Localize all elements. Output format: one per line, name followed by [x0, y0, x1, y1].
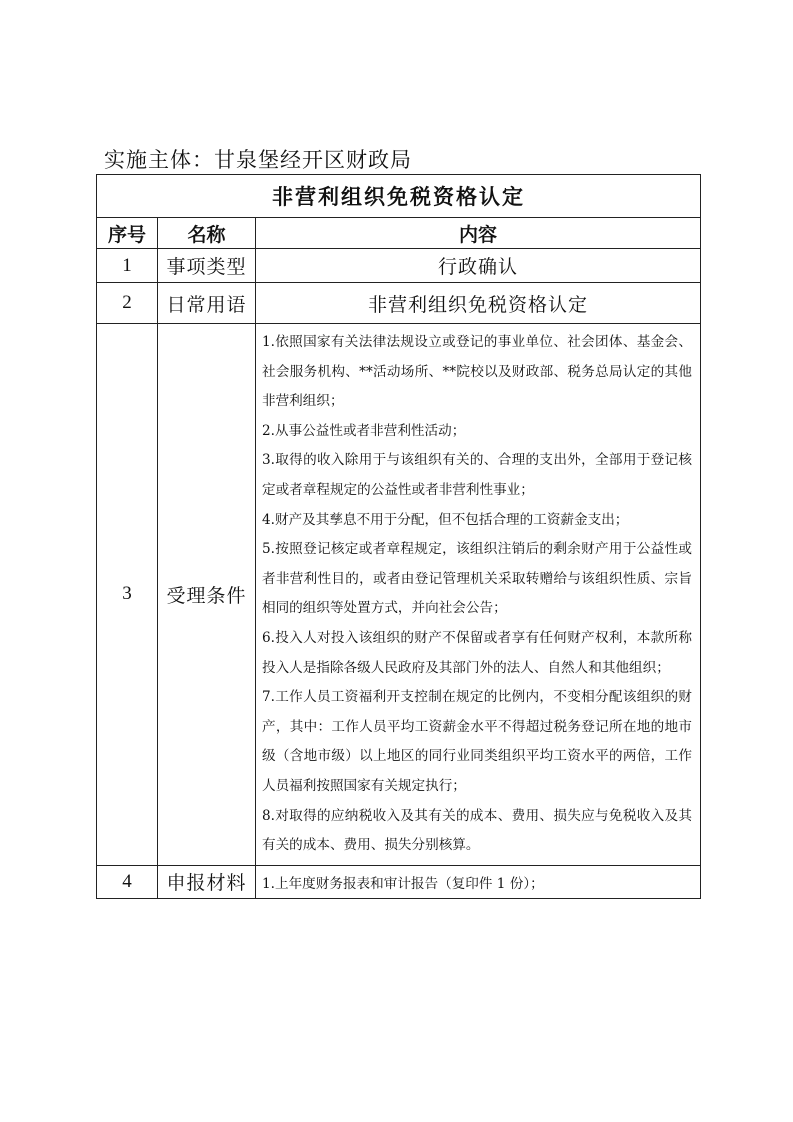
row-name: 受理条件 [158, 324, 256, 866]
materials-row [97, 865, 701, 898]
row-content: 非营利组织免税资格认定 [256, 283, 701, 324]
condition-item: 2.从事公益性或者非营利性活动； [262, 422, 466, 439]
row-index: 4 [97, 865, 158, 898]
condition-item: 3.取得的收入除用于与该组织有关的、合理的支出外，全部用于登记核定或者章程规定的公益性或者非营利性事业； [262, 452, 693, 498]
table-title-row [97, 175, 701, 218]
row-index: 2 [97, 283, 158, 324]
row-name: 申报材料 [158, 865, 256, 898]
conditions-content [256, 324, 701, 866]
table-row [97, 249, 701, 283]
table-title: 非营利组织免税资格认定 [97, 175, 701, 218]
header-name: 名称 [158, 218, 256, 249]
condition-item: 5.按照登记核定或者章程规定，该组织注销后的剩余财产用于公益性或者非营利性目的，或者由登记管理机关采取转赠给与该组织性质、宗旨相同的组织等处置方式，并向社会公告； [262, 541, 693, 617]
row-content: 行政确认 [256, 249, 701, 283]
implementing-body: 实施主体：甘泉堡经开区财政局 [104, 148, 412, 172]
condition-item: 7.工作人员工资福利开支控制在规定的比例内，不变相分配该组织的财产，其中：工作人员平均工资薪金水平不得超过税务登记所在地的地市级（含地市级）以上地区的同行业同类组织平均工资水平的两倍，工作人员福利按照国家有关规定执行； [262, 689, 693, 794]
header-index: 序号 [97, 218, 158, 249]
material-item: 1.上年度财务报表和审计报告（复印件 1 份）； [256, 865, 701, 898]
row-name: 日常用语 [158, 283, 256, 324]
condition-item: 8.对取得的应纳税收入及其有关的成本、费用、损失应与免税收入及其有关的成本、费用、损失分别核算。 [262, 807, 693, 854]
service-table [96, 174, 701, 899]
condition-item: 1.依照国家有关法律法规设立或登记的事业单位、社会团体、基金会、社会服务机构、**活动场所、**院校以及财政部、税务总局认定的其他非营利组织； [262, 334, 693, 410]
condition-item: 6.投入人对投入该组织的财产不保留或者享有任何财产权利，本款所称投入人是指除各级人民政府及其部门外的法人、自然人和其他组织； [262, 629, 693, 676]
row-index: 3 [97, 324, 158, 866]
conditions-row [97, 324, 701, 866]
condition-item: 4.财产及其孳息不用于分配，但不包括合理的工资薪金支出； [262, 511, 629, 528]
header-row [97, 218, 701, 249]
row-index: 1 [97, 249, 158, 283]
row-name: 事项类型 [158, 249, 256, 283]
header-content: 内容 [256, 218, 701, 249]
table-row [97, 283, 701, 324]
